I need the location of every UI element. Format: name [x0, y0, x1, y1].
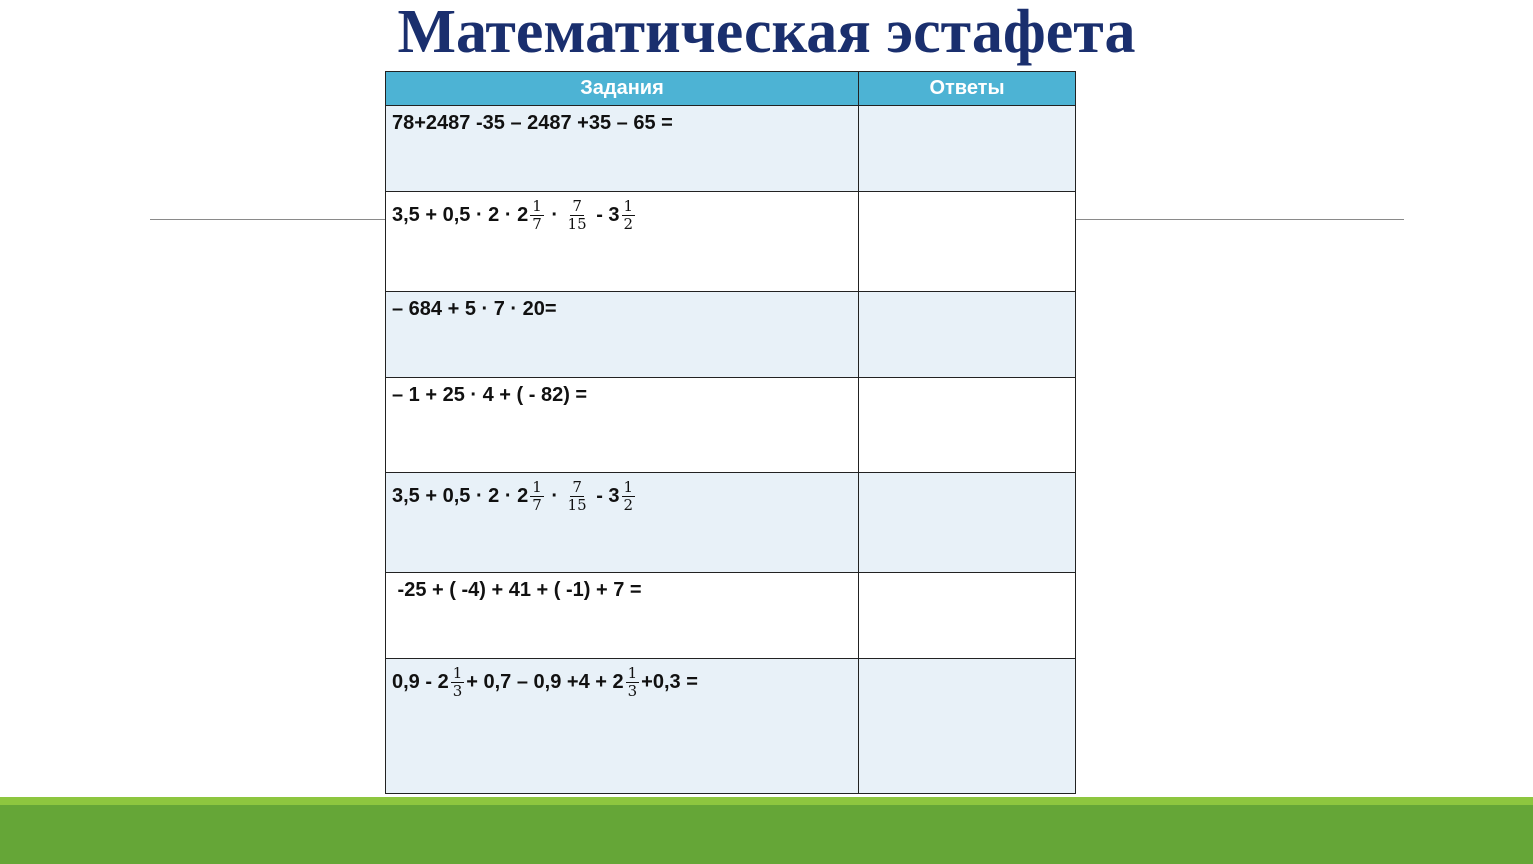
- tasks-table: [385, 71, 1076, 794]
- column-header-answers: Ответы: [859, 72, 1076, 106]
- task-cell: [386, 573, 859, 659]
- fraction-numerator: 7: [572, 478, 582, 496]
- task-cell: [386, 106, 859, 192]
- fraction-denominator: 3: [627, 682, 638, 700]
- answer-cell[interactable]: [859, 573, 1076, 659]
- answer-cell[interactable]: [859, 192, 1076, 292]
- answer-cell[interactable]: [859, 473, 1076, 573]
- fraction-denominator: 2: [623, 496, 634, 514]
- task-expression: 78+2487 -35 – 2487 +35 – 65 =: [392, 112, 673, 134]
- table-row: [386, 106, 1076, 192]
- fraction: [451, 665, 465, 700]
- answer-cell[interactable]: [859, 378, 1076, 473]
- task-expression: – 684 + 5 · 7 · 20=: [392, 298, 557, 320]
- fraction-numerator: 7: [572, 197, 582, 215]
- answer-cell[interactable]: [859, 292, 1076, 378]
- fraction: [622, 479, 636, 514]
- task-expression-part: 3,5 + 0,5 · 2 · 2: [392, 484, 529, 507]
- task-expression-part: +0,3 =: [641, 670, 698, 693]
- task-cell: [386, 473, 859, 573]
- fraction-numerator: 1: [532, 197, 542, 215]
- decorative-divider-right: [1073, 219, 1404, 220]
- task-expression: – 1 + 25 · 4 + ( - 82) =: [392, 384, 588, 406]
- footer-accent-stripe: [0, 797, 1533, 805]
- table-row: [386, 192, 1076, 292]
- task-cell: [386, 292, 859, 378]
- task-expression-part: + 0,7 – 0,9 +4 + 2: [466, 670, 624, 693]
- table-row: [386, 292, 1076, 378]
- fraction: [530, 479, 544, 514]
- table-row: [386, 473, 1076, 573]
- answer-cell[interactable]: [859, 106, 1076, 192]
- fraction: [626, 665, 640, 700]
- fraction-denominator: 7: [532, 215, 542, 233]
- task-expression-part: ·: [551, 203, 558, 226]
- slide-title: Математическая эстафета: [397, 0, 1136, 66]
- task-expression-part: 3,5 + 0,5 · 2 · 2: [392, 203, 529, 226]
- fraction-denominator: 2: [623, 215, 634, 233]
- fraction-denominator: 15: [567, 496, 587, 514]
- table-row: [386, 659, 1076, 794]
- fraction-numerator: 1: [623, 478, 634, 496]
- fraction: [566, 479, 589, 514]
- task-expression-part: 0,9 - 2: [392, 670, 449, 693]
- fraction-numerator: 1: [452, 664, 463, 682]
- fraction-denominator: 7: [532, 496, 542, 514]
- fraction: [566, 198, 589, 233]
- footer-bar: [0, 805, 1533, 864]
- task-expression: -25 + ( -4) + 41 + ( -1) + 7 =: [392, 579, 642, 601]
- answer-cell[interactable]: [859, 659, 1076, 794]
- task-cell: [386, 378, 859, 473]
- task-cell: [386, 192, 859, 292]
- fraction: [622, 198, 636, 233]
- column-header-tasks: Задания: [386, 72, 859, 106]
- task-expression-part: - 3: [596, 203, 620, 226]
- task-cell: [386, 659, 859, 794]
- table-row: [386, 378, 1076, 473]
- fraction: [530, 198, 544, 233]
- fraction-numerator: 1: [532, 478, 542, 496]
- fraction-denominator: 3: [452, 682, 463, 700]
- table-header-row: [386, 72, 1076, 106]
- table-row: [386, 573, 1076, 659]
- task-expression-part: - 3: [596, 484, 620, 507]
- task-expression-part: ·: [551, 484, 558, 507]
- fraction-numerator: 1: [623, 197, 634, 215]
- fraction-numerator: 1: [627, 664, 638, 682]
- decorative-divider-left: [150, 219, 386, 220]
- fraction-denominator: 15: [567, 215, 587, 233]
